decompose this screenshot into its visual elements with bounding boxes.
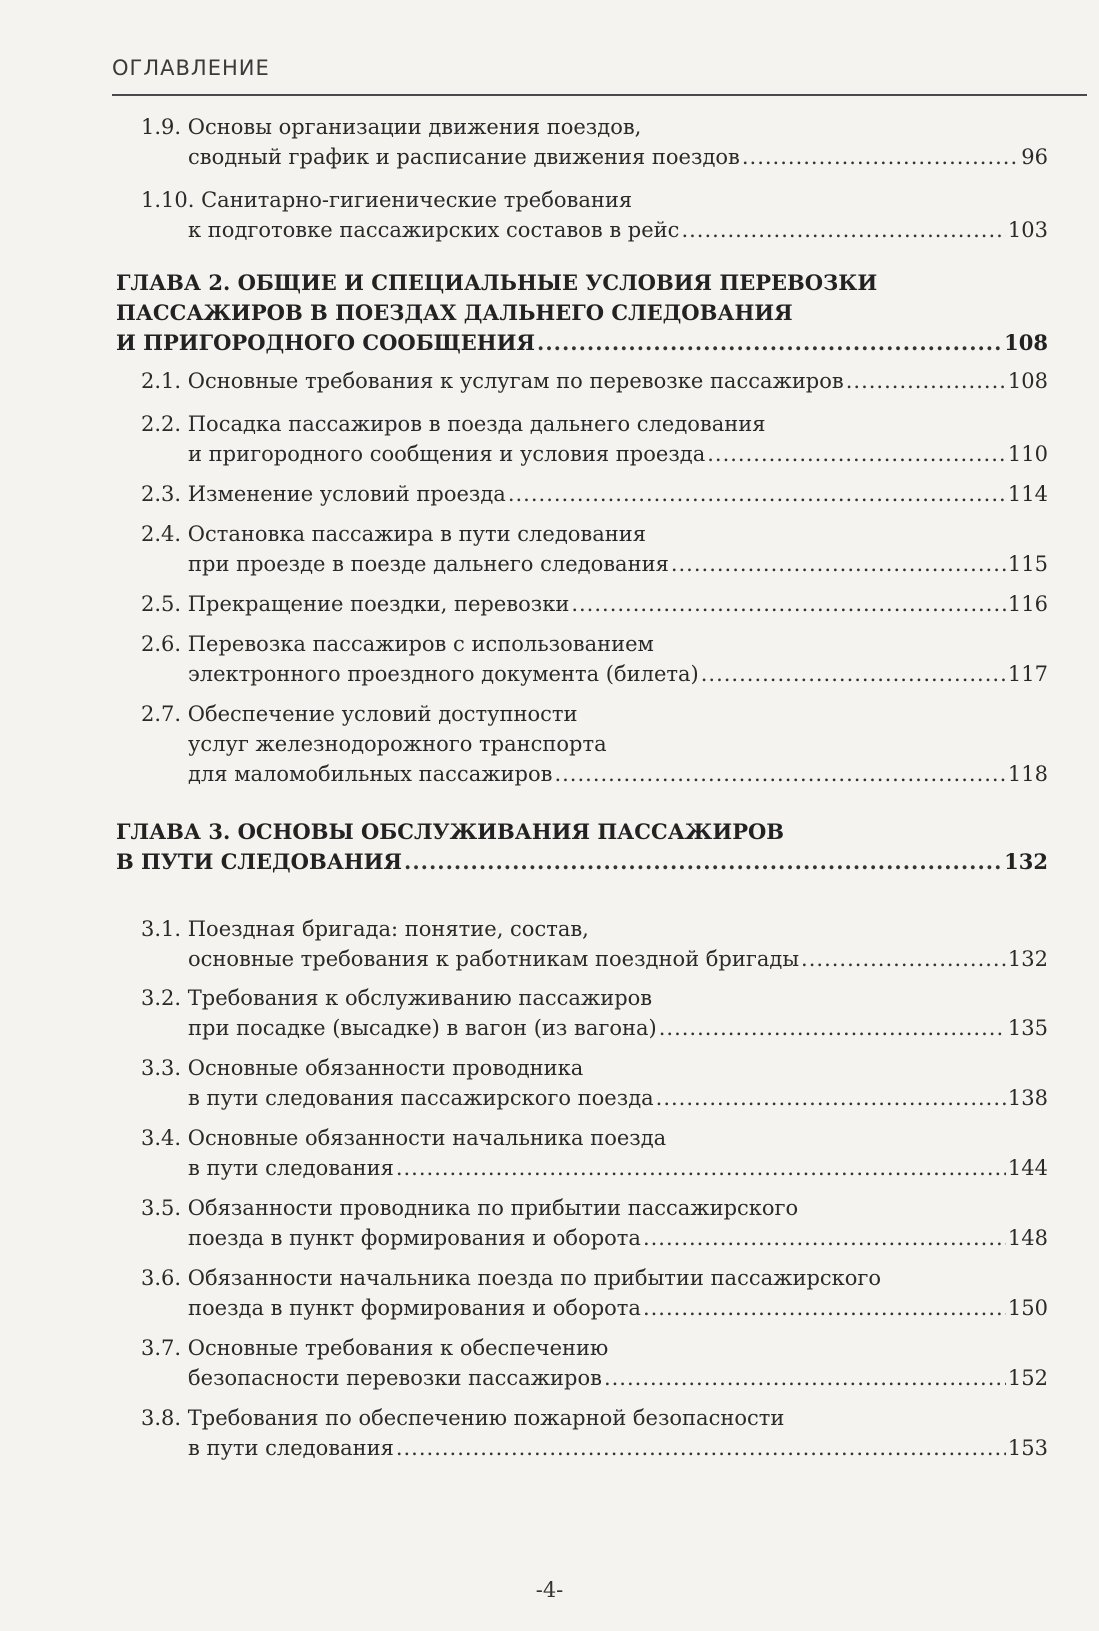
toc-line <box>116 328 1048 358</box>
toc-entry-title: ГЛАВА 2. ОБЩИЕ И СПЕЦИАЛЬНЫЕ УСЛОВИЯ ПЕРЕВОЗКИ <box>116 270 878 295</box>
toc-page-number: 153 <box>1007 1436 1048 1460</box>
toc-line <box>141 479 1048 509</box>
toc-line <box>141 1193 798 1223</box>
toc-line <box>188 1013 1048 1043</box>
toc-page-number: 114 <box>1007 482 1048 506</box>
dot-leader <box>643 1293 1006 1323</box>
toc-entry-title: услуг железнодорожного транспорта <box>188 732 607 756</box>
toc-entry-title: для маломобильных пассажиров <box>188 762 553 786</box>
toc-entry-title: к подготовке пассажирских составов в рейс <box>188 218 680 242</box>
toc-entry-title: 3.6. Обязанности начальника поезда по прибытии пассажирского <box>141 1266 882 1290</box>
toc-line <box>141 185 632 215</box>
toc-page-number: 108 <box>1004 330 1048 355</box>
toc-line <box>188 1363 1048 1393</box>
toc-line <box>141 914 589 944</box>
dot-leader <box>846 366 1006 396</box>
dot-leader <box>404 847 1002 877</box>
toc-entry-title: и пригородного сообщения и условия проезда <box>188 442 706 466</box>
toc-entry-title: ПАССАЖИРОВ В ПОЕЗДАХ ДАЛЬНЕГО СЛЕДОВАНИЯ <box>116 300 793 325</box>
toc-line <box>188 1433 1048 1463</box>
toc-entry-title: в пути следования <box>188 1156 394 1180</box>
toc-entry-title: сводный график и расписание движения поездов <box>188 145 740 169</box>
toc-page-number: 108 <box>1007 369 1048 393</box>
toc-entry-title: 3.1. Поездная бригада: понятие, состав, <box>141 917 589 941</box>
toc-page-number: 144 <box>1007 1156 1048 1180</box>
dot-leader <box>659 1013 1006 1043</box>
toc-line <box>188 215 1048 245</box>
toc-entry-title: 1.9. Основы организации движения поездов, <box>141 115 642 139</box>
dot-leader <box>396 1153 1006 1183</box>
toc-line <box>141 112 641 142</box>
toc-entry-title: 3.4. Основные обязанности начальника поезда <box>141 1126 667 1150</box>
toc-entry-title: электронного проездного документа (билета) <box>188 662 699 686</box>
toc-page-number: 135 <box>1007 1016 1048 1040</box>
toc-page-number: 115 <box>1007 552 1048 576</box>
toc-page-number: 116 <box>1007 592 1048 616</box>
toc-line <box>141 589 1048 619</box>
toc-page-number: 118 <box>1007 762 1048 786</box>
toc-line <box>188 1223 1048 1253</box>
dot-leader <box>571 589 1006 619</box>
toc-entry-title: 3.8. Требования по обеспечению пожарной безопасности <box>141 1406 785 1430</box>
toc-page-number: 138 <box>1007 1086 1048 1110</box>
toc-line <box>188 659 1048 689</box>
toc-line <box>141 629 654 659</box>
toc-entry-title: 2.6. Перевозка пассажиров с использованием <box>141 632 654 656</box>
toc-line <box>188 549 1048 579</box>
toc-page-number: 152 <box>1007 1366 1048 1390</box>
toc-line <box>188 1293 1048 1323</box>
dot-leader <box>604 1363 1006 1393</box>
toc-page-number: 132 <box>1004 849 1048 874</box>
toc-line <box>188 944 1048 974</box>
dot-leader <box>508 479 1006 509</box>
toc-entry-title: 2.3. Изменение условий проезда <box>141 482 506 506</box>
toc-entry-title: 3.5. Обязанности проводника по прибытии пассажирского <box>141 1196 799 1220</box>
toc-line <box>116 817 784 847</box>
toc-line <box>188 1153 1048 1183</box>
toc-entry-title: в пути следования <box>188 1436 394 1460</box>
toc-line <box>141 1263 881 1293</box>
toc-entry-title: 2.4. Остановка пассажира в пути следования <box>141 522 646 546</box>
toc-line <box>188 729 607 759</box>
dot-leader <box>396 1433 1006 1463</box>
toc-entry-title: 3.2. Требования к обслуживанию пассажиров <box>141 986 653 1010</box>
dot-leader <box>681 215 1005 245</box>
dot-leader <box>671 549 1006 579</box>
toc-entry-title: 3.3. Основные обязанности проводника <box>141 1056 584 1080</box>
toc-entry-title: безопасности перевозки пассажиров <box>188 1366 602 1390</box>
dot-leader <box>537 328 1002 358</box>
dot-leader <box>554 759 1005 789</box>
toc-entry-title: 2.7. Обеспечение условий доступности <box>141 702 578 726</box>
toc-entry-title: поезда в пункт формирования и оборота <box>188 1226 641 1250</box>
toc-page-number: 110 <box>1007 442 1048 466</box>
dot-leader <box>801 944 1006 974</box>
dot-leader <box>643 1223 1006 1253</box>
dot-leader <box>701 659 1006 689</box>
toc-entry-title: В ПУТИ СЛЕДОВАНИЯ <box>116 849 403 874</box>
toc-line <box>141 1403 784 1433</box>
toc-entry-title: 2.2. Посадка пассажиров в поезда дальнего следования <box>141 412 766 436</box>
toc-entry-title: 3.7. Основные требования к обеспечению <box>141 1336 609 1360</box>
toc-entry-title: 2.1. Основные требования к услугам по перевозке пассажиров <box>141 369 844 393</box>
toc-entry-title: основные требования к работникам поездной бригады <box>188 947 800 971</box>
toc-line <box>141 1053 583 1083</box>
toc-page-number: 117 <box>1007 662 1048 686</box>
toc-line <box>116 298 793 328</box>
toc-entry-title: поезда в пункт формирования и оборота <box>188 1296 641 1320</box>
dot-leader <box>707 439 1006 469</box>
toc-line <box>141 983 652 1013</box>
toc-line <box>188 759 1048 789</box>
toc-entry-title: при проезде в поезде дальнего следования <box>188 552 669 576</box>
toc-line <box>188 439 1048 469</box>
dot-leader <box>656 1083 1006 1113</box>
toc-line <box>188 1083 1048 1113</box>
toc-line <box>141 519 646 549</box>
toc-entry-title: при посадке (высадке) в вагон (из вагона) <box>188 1016 657 1040</box>
toc-line <box>141 1123 666 1153</box>
toc-line <box>116 268 877 298</box>
toc-page-number: 132 <box>1007 947 1048 971</box>
running-head: ОГЛАВЛЕНИЕ <box>112 56 270 80</box>
toc-line <box>141 1333 608 1363</box>
toc-entry-title: ГЛАВА 3. ОСНОВЫ ОБСЛУЖИВАНИЯ ПАССАЖИРОВ <box>116 819 785 844</box>
header-rule <box>112 94 1087 96</box>
toc-entry-title: в пути следования пассажирского поезда <box>188 1086 654 1110</box>
dot-leader <box>742 142 1019 172</box>
toc-page-number: 96 <box>1021 145 1048 169</box>
toc-line <box>116 847 1048 877</box>
toc-entry-title: 1.10. Санитарно-гигиенические требования <box>141 188 633 212</box>
toc-line <box>188 142 1048 172</box>
toc-line <box>141 699 578 729</box>
page-number: -4- <box>535 1578 564 1602</box>
toc-entry-title: 2.5. Прекращение поездки, перевозки <box>141 592 570 616</box>
toc-entry-title: И ПРИГОРОДНОГО СООБЩЕНИЯ <box>116 330 536 355</box>
toc-line <box>141 366 1048 396</box>
toc-page-number: 103 <box>1007 218 1048 242</box>
toc-page-number: 148 <box>1007 1226 1048 1250</box>
toc-line <box>141 409 766 439</box>
toc-page-number: 150 <box>1007 1296 1048 1320</box>
